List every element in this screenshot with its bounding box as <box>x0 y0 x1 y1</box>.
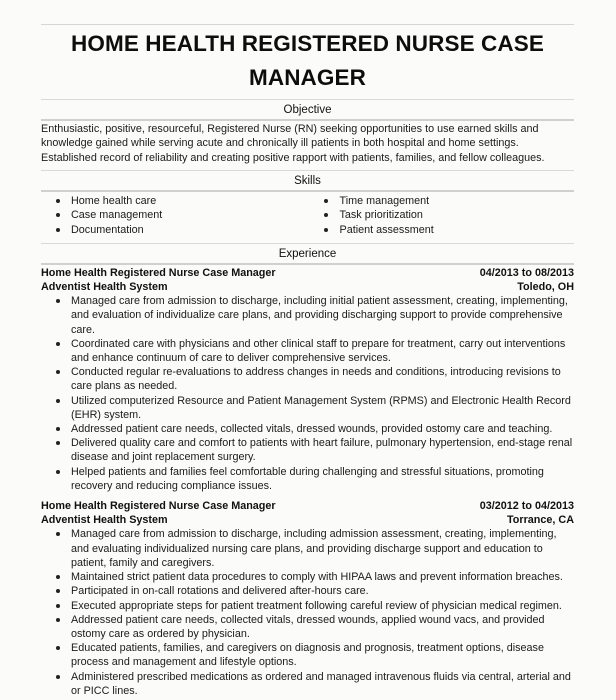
section-heading-skills: Skills <box>41 170 574 192</box>
job-title: Home Health Registered Nurse Case Manager <box>41 266 276 279</box>
bullet-icon <box>56 342 60 346</box>
skills-column-left <box>41 194 308 237</box>
job-location: Torrance, CA <box>507 514 574 527</box>
bullet-item: Participated in on-call rotations and delivered after-hours care. <box>41 584 574 598</box>
bullet-icon <box>56 618 60 622</box>
job-bullets <box>41 294 574 493</box>
job-title: Home Health Registered Nurse Case Manager <box>41 500 276 513</box>
bullet-icon <box>56 427 60 431</box>
bullet-item: Addressed patient care needs, collected vitals, dressed wounds, applied wound vacs, and provided ostomy care as ordered by physician. <box>41 613 574 641</box>
bullet-item: Addressed patient care needs, collected vitals, dressed wounds, provided ostomy care and teaching. <box>41 422 574 436</box>
job-dates: 04/2013 to 08/2013 <box>479 266 574 279</box>
bullet-item: Managed care from admission to discharge, including initial patient assessment, creating, implementing, and evaluation of individualize care plans, and providing discharging support to provide comprehensive care. <box>41 294 574 337</box>
bullet-item: Coordinated care with physicians and other clinical staff to prepare for treatment, carry out interventions and enhance continuum of care to deliver comprehensive services. <box>41 337 574 365</box>
bullet-icon <box>56 228 60 232</box>
resume-title: HOME HEALTH REGISTERED NURSE CASE MANAGER <box>71 31 544 90</box>
bullet-icon <box>324 199 328 203</box>
bullet-item: Utilized computerized Resource and Patient Management System (RPMS) and Electronic Health Record (EHR) system. <box>41 394 574 422</box>
job-entry <box>41 499 574 698</box>
bullet-item: Helped patients and families feel comfortable during challenging and stressful situations, promoting recovery and reducing compliance issues. <box>41 465 574 493</box>
job-employer <box>41 280 574 294</box>
bullet-item: Delivered quality care and comfort to patients with heart failure, pulmonary hypertension, end-stage renal disease and joint replacement surgery. <box>41 436 574 464</box>
bullet-icon <box>56 299 60 303</box>
bullet-icon <box>56 399 60 403</box>
section-heading-experience: Experience <box>41 243 574 265</box>
job-location: Toledo, OH <box>517 281 574 294</box>
bullet-icon <box>56 441 60 445</box>
job-bullets <box>41 527 574 697</box>
skills-list <box>41 192 574 240</box>
bullet-icon <box>324 213 328 217</box>
title-divider <box>41 24 574 25</box>
bullet-item: Conducted regular re-evaluations to address changes in needs and conditions, introducing revisions to care plans as needed. <box>41 365 574 393</box>
skill-item: Time management <box>308 194 575 208</box>
bullet-icon <box>56 675 60 679</box>
bullet-icon <box>56 589 60 593</box>
bullet-icon <box>56 199 60 203</box>
bullet-icon <box>56 646 60 650</box>
skill-item: Task prioritization <box>308 208 575 222</box>
skill-item: Case management <box>41 208 308 222</box>
skills-column-right <box>308 194 575 237</box>
bullet-icon <box>56 532 60 536</box>
bullet-item: Administered prescribed medications as ordered and managed intravenous fluids via central, arterial and or PICC lines. <box>41 670 574 698</box>
skill-item: Documentation <box>41 223 308 237</box>
skill-item: Home health care <box>41 194 308 208</box>
job-dates: 03/2012 to 04/2013 <box>479 500 574 513</box>
job-entry <box>41 266 574 493</box>
bullet-icon <box>56 470 60 474</box>
bullet-icon <box>324 228 328 232</box>
bullet-item: Educated patients, families, and caregivers on diagnosis and prognosis, treatment options, disease process and management and lifestyle options. <box>41 641 574 669</box>
skill-item: Patient assessment <box>308 223 575 237</box>
company-name: Adventist Health System <box>41 514 168 527</box>
company-name: Adventist Health System <box>41 281 168 294</box>
job-employer <box>41 513 574 527</box>
bullet-item: Executed appropriate steps for patient treatment following careful review of physician medical regimen. <box>41 599 574 613</box>
bullet-item: Maintained strict patient data procedures to comply with HIPAA laws and prevent information breaches. <box>41 570 574 584</box>
bullet-icon <box>56 213 60 217</box>
bullet-item: Managed care from admission to discharge, including admission assessment, creating, implementing, and evaluating individualized nursing care plans, and providing discharge support and education to patient, family and caregivers. <box>41 527 574 570</box>
section-heading-objective: Objective <box>41 99 574 121</box>
job-header <box>41 499 574 513</box>
bullet-icon <box>56 604 60 608</box>
objective-text: Enthusiastic, positive, resourceful, Registered Nurse (RN) seeking opportunities to use earned skills and knowledge gained while serving acute and chronically ill patients in both hospital and home settings. Established record of reliability and creating positive rapport with patients, families, and fellow colleagues. <box>41 123 545 164</box>
bullet-icon <box>56 370 60 374</box>
bullet-icon <box>56 575 60 579</box>
job-header <box>41 266 574 280</box>
